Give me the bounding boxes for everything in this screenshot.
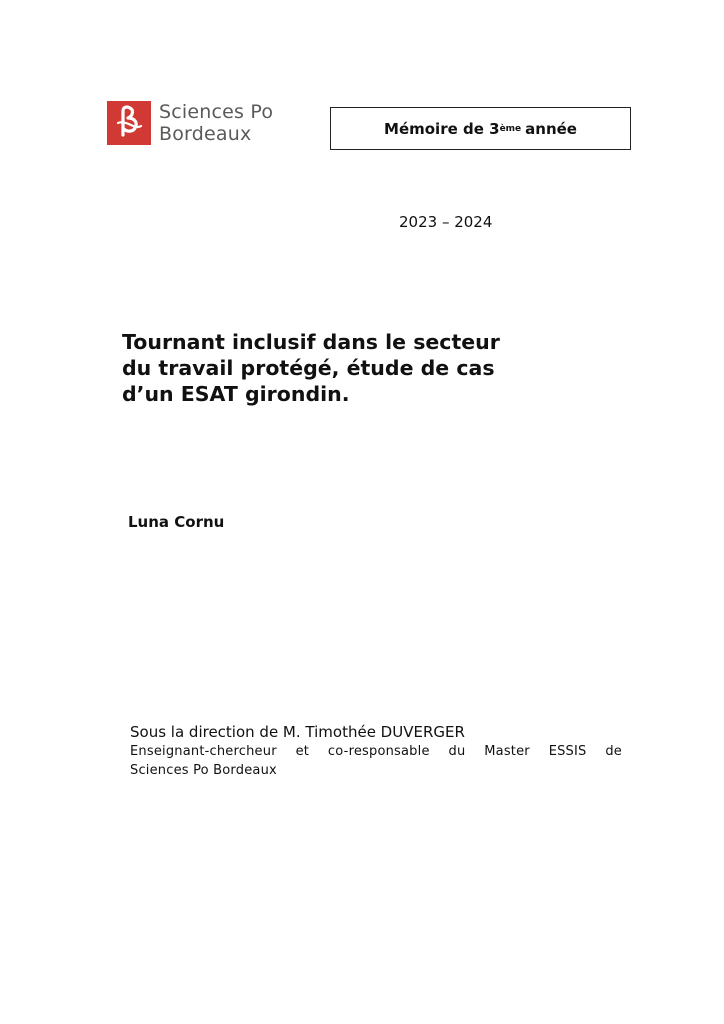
logo-line-2: Bordeaux bbox=[159, 123, 252, 145]
logo-line-1: Sciences Po bbox=[159, 101, 274, 123]
logo-mark bbox=[107, 101, 151, 145]
institution-logo bbox=[107, 100, 273, 146]
document-type-prefix: Mémoire de 3 bbox=[384, 119, 500, 138]
thesis-title bbox=[122, 329, 582, 407]
supervisor-description-line-2: Sciences Po Bordeaux bbox=[130, 763, 277, 778]
supervisor-line: Sous la direction de M. Timothée DUVERGER bbox=[130, 723, 465, 741]
thesis-title-line-3: d’un ESAT girondin. bbox=[122, 382, 350, 406]
document-type-box: Mémoire de 3 ème année bbox=[330, 107, 631, 150]
academic-year: 2023 – 2024 bbox=[399, 213, 493, 231]
document-type-suffix: année bbox=[525, 119, 577, 138]
logo-text bbox=[159, 101, 273, 145]
supervision-block bbox=[130, 722, 622, 780]
thesis-title-line-1: Tournant inclusif dans le secteur bbox=[122, 330, 500, 354]
author-name: Luna Cornu bbox=[128, 513, 225, 531]
supervisor-description-line-1: Enseignant-chercheur et co-responsable du Master ESSIS de bbox=[130, 744, 622, 759]
thesis-title-line-2: du travail protégé, étude de cas bbox=[122, 356, 495, 380]
logo-b-icon bbox=[107, 101, 151, 145]
